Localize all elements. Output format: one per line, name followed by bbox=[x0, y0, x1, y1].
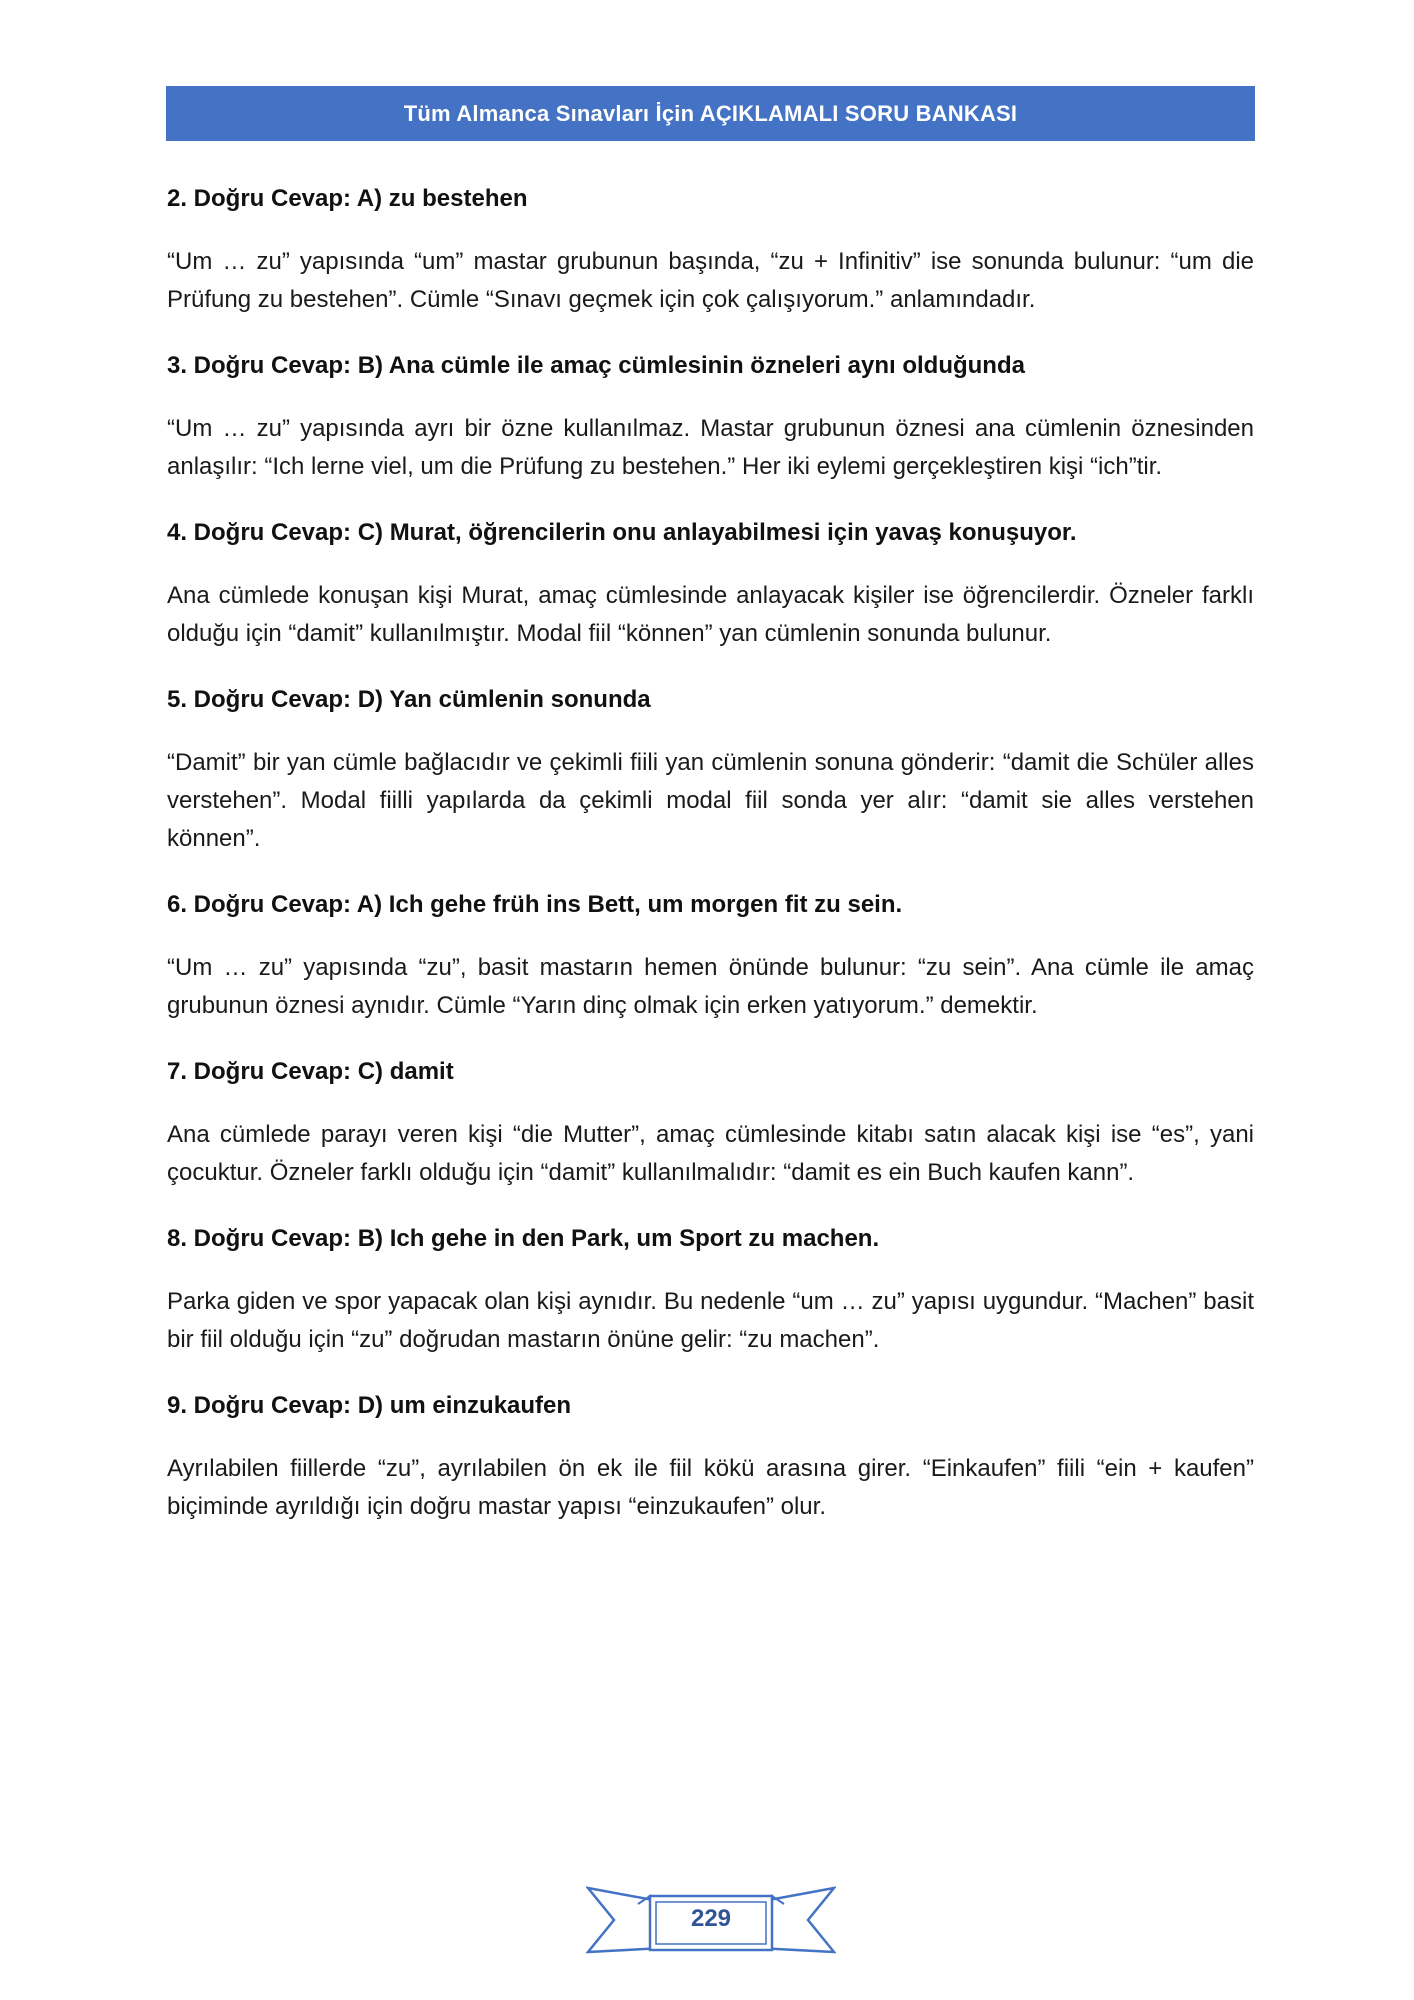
answer-title: 6. Doğru Cevap: A) Ich gehe früh ins Bett, um morgen fit zu sein. bbox=[167, 891, 903, 918]
answer-title: 2. Doğru Cevap: A) zu bestehen bbox=[167, 185, 528, 212]
answer-title: 4. Doğru Cevap: C) Murat, öğrencilerin onu anlayabilmesi için yavaş konuşuyor. bbox=[167, 519, 1077, 546]
answer-key-content bbox=[167, 168, 1254, 1556]
answer-item-3 bbox=[167, 349, 1254, 486]
answer-item-4 bbox=[167, 516, 1254, 653]
answer-title: 5. Doğru Cevap: D) Yan cümlenin sonunda bbox=[167, 686, 651, 713]
answer-item-2 bbox=[167, 182, 1254, 319]
answer-item-6 bbox=[167, 888, 1254, 1025]
answer-explanation: Ana cümlede parayı veren kişi “die Mutter”, amaç cümlesinde kitabı satın alacak kişi ise “es”, yani çocuktur. Özneler farklı olduğu için “damit” kullanılmalıdır: “damit es ein Buch kaufen kann”. bbox=[167, 1121, 1254, 1186]
answer-item-7 bbox=[167, 1055, 1254, 1192]
answer-title: 3. Doğru Cevap: B) Ana cümle ile amaç cümlesinin özneleri aynı olduğunda bbox=[167, 352, 1025, 379]
answer-explanation: “Um … zu” yapısında ayrı bir özne kullanılmaz. Mastar grubunun öznesi ana cümlenin öznesinden anlaşılır: “Ich lerne viel, um die Prüfung zu bestehen.” Her iki eylemi gerçekleştiren kişi “ich”tir. bbox=[167, 415, 1254, 480]
page-header-title: Tüm Almanca Sınavları İçin AÇIKLAMALI SORU BANKASI bbox=[403, 100, 1018, 126]
answer-explanation: “Um … zu” yapısında “um” mastar grubunun başında, “zu + Infinitiv” ise sonunda bulunur: “um die Prüfung zu bestehen”. Cümle “Sınavı geçmek için çok çalışıyorum.” anlamındadır. bbox=[167, 248, 1254, 313]
answer-explanation: Ana cümlede konuşan kişi Murat, amaç cümlesinde anlayacak kişiler ise öğrencilerdir. Özneler farklı olduğu için “damit” kullanılmıştır. Modal fiil “können” yan cümlenin sonunda bulunur. bbox=[167, 582, 1254, 647]
answer-explanation: Parka giden ve spor yapacak olan kişi aynıdır. Bu nedenle “um … zu” yapısı uygundur. “Machen” basit bir fiil olduğu için “zu” doğrudan mastarın önüne gelir: “zu machen”. bbox=[167, 1288, 1254, 1353]
page-number: 229 bbox=[690, 1905, 732, 1932]
answer-item-5 bbox=[167, 683, 1254, 858]
answer-explanation: Ayrılabilen fiillerde “zu”, ayrılabilen ön ek ile fiil kökü arasına girer. “Einkaufen” fiili “ein + kaufen” biçiminde ayrıldığı için doğru mastar yapısı “einzukaufen” olur. bbox=[167, 1455, 1254, 1520]
answer-title: 7. Doğru Cevap: C) damit bbox=[167, 1058, 454, 1085]
answer-item-9 bbox=[167, 1389, 1254, 1526]
answer-title: 8. Doğru Cevap: B) Ich gehe in den Park, um Sport zu machen. bbox=[167, 1225, 880, 1252]
answer-title: 9. Doğru Cevap: D) um einzukaufen bbox=[167, 1392, 572, 1419]
answer-explanation: “Um … zu” yapısında “zu”, basit mastarın hemen önünde bulunur: “zu sein”. Ana cümle ile amaç grubunun öznesi aynıdır. Cümle “Yarın dinç olmak için erken yatıyorum.” demektir. bbox=[167, 954, 1254, 1019]
page-header-banner bbox=[166, 86, 1255, 141]
answer-item-8 bbox=[167, 1222, 1254, 1359]
page-number-ribbon bbox=[586, 1880, 836, 1958]
answer-explanation: “Damit” bir yan cümle bağlacıdır ve çekimli fiili yan cümlenin sonuna gönderir: “damit die Schüler alles verstehen”. Modal fiilli yapılarda da çekimli modal fiil sonda yer alır: “damit sie alles verstehen können”. bbox=[167, 749, 1254, 852]
